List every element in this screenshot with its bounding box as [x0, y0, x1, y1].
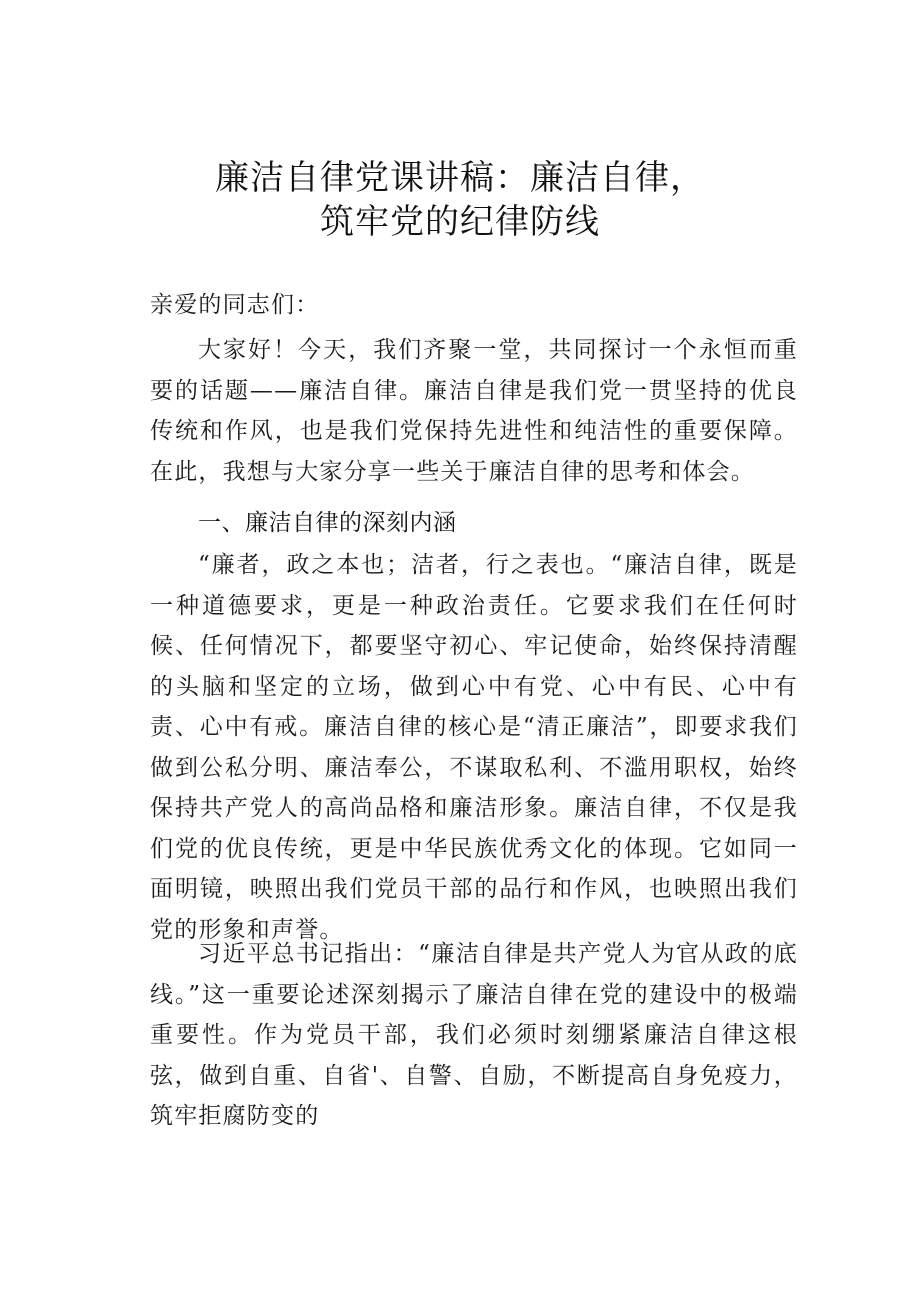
salutation: 亲爱的同志们：	[150, 292, 320, 318]
document-title-line-1: 廉洁自律党课讲稿：廉洁自律，	[215, 158, 705, 198]
paragraph-quote: 习近平总书记指出：“廉洁自律是共产党人为官从政的底线。”这一重要论述深刻揭示了廉洁自律在党的建设中的极端重要性。作为党员干部，我们必须时刻绷紧廉洁自律这根弦，做到自重、自省'、自警、自励，不断提高自身免疫力，筑牢拒腐防变的	[150, 941, 798, 1129]
paragraph-connotation: “廉者，政之本也；洁者，行之表也。“廉洁自律，既是一种道德要求，更是一种政治责任。它要求我们在任何时候、任何情况下，都要坚守初心、牢记使命，始终保持清醒的头脑和坚定的立场，做到心中有党、心中有民、心中有责、心中有戒。廉洁自律的核心是“清正廉洁”，即要求我们做到公私分明、廉洁奉公，不谋取私利、不滥用职权，始终保持共产党人的高尚品格和廉洁形象。廉洁自律，不仅是我们党的优良传统，更是中华民族优秀文化的体现。它如同一面明镜，映照出我们党员干部的品行和作风，也映照出我们党的形象和声誉。	[150, 552, 798, 943]
document-title-line-2: 筑牢党的纪律防线	[320, 202, 600, 242]
paragraph-intro: 大家好！今天，我们齐聚一堂，共同探讨一个永恒而重要的话题——廉洁自律。廉洁自律是我们党一贯坚持的优良传统和作风，也是我们党保持先进性和纯洁性的重要保障。在此，我想与大家分享一些关于廉洁自律的思考和体会。	[150, 337, 798, 485]
section-heading-1: 一、廉洁自律的深刻内涵	[198, 510, 457, 536]
